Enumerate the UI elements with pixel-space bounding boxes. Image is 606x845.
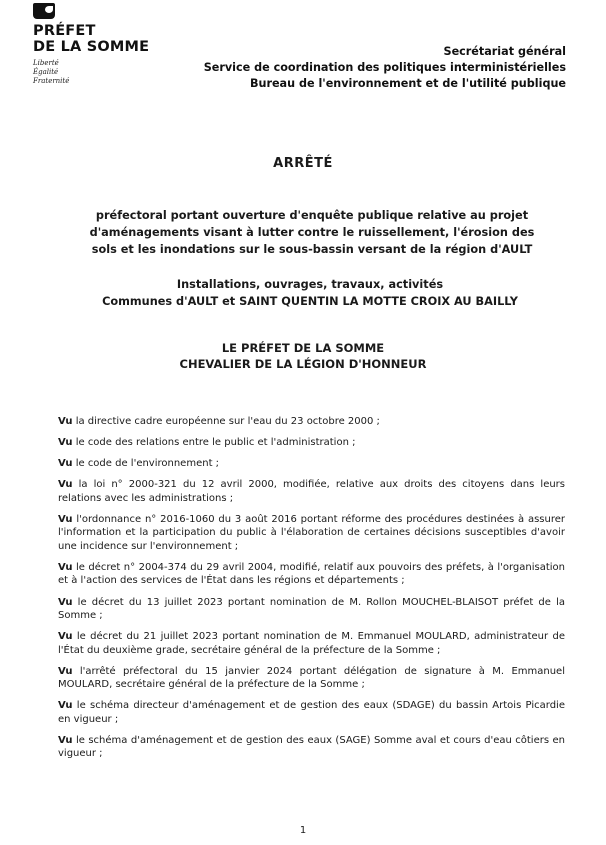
vu-label: Vu (58, 416, 73, 427)
iota-line1: Installations, ouvrages, travaux, activités (176, 278, 444, 291)
motto-liberte: Liberté (33, 59, 59, 67)
visa-item (58, 734, 565, 761)
republic-motto (33, 59, 69, 86)
vu-label: Vu (58, 631, 73, 643)
issuing-service (204, 44, 566, 92)
visa-item (58, 513, 565, 554)
visa-text: le schéma directeur d'aménagement et de gestion des eaux (SDAGE) du bassin Artois Picardie en vigueur ; (58, 700, 565, 725)
service-line1: Secrétariat général (443, 45, 566, 58)
visa-text: la directive cadre européenne sur l'eau du 23 octobre 2000 ; (75, 416, 380, 427)
prefet-title-line1: LE PRÉFET DE LA SOMME (221, 341, 385, 355)
prefet-title-line2: CHEVALIER DE LA LÉGION D'HONNEUR (179, 357, 427, 371)
page-number: 1 (299, 825, 307, 836)
iota-line2: Communes d'AULT et SAINT QUENTIN LA MOTTE CROIX AU BAILLY (102, 295, 518, 308)
prefecture-name-line1: PRÉFET (33, 23, 96, 39)
prefet-title (0, 340, 606, 372)
vu-label: Vu (58, 734, 73, 746)
visa-item (58, 596, 565, 623)
visa-item (58, 665, 565, 692)
visa-item (58, 478, 565, 505)
visa-item (58, 436, 565, 450)
marianne-logo (33, 3, 55, 19)
visa-text: le décret du 21 juillet 2023 portant nomination de M. Emmanuel MOULARD, administrateur de l'État du deuxième grade, secrétaire général de la préfecture de la Somme ; (58, 631, 565, 656)
document-title: ARRÊTÉ (273, 156, 333, 171)
visa-item (58, 415, 565, 429)
visa-item (58, 561, 565, 588)
service-line3: Bureau de l'environnement et de l'utilité publique (249, 77, 566, 90)
vu-label: Vu (58, 458, 73, 470)
vu-label: Vu (58, 479, 73, 491)
document-subject: préfectoral portant ouverture d'enquête publique relative au projet d'aménagements visant à lutter contre le ruissellement, l'érosion des sols et les inondations sur le sous-bassin versant de la région d'AULT (89, 209, 535, 256)
vu-label: Vu (58, 596, 73, 608)
vu-label: Vu (58, 700, 73, 712)
service-line2: Service de coordination des politiques interministérielles (203, 61, 566, 74)
visa-list (58, 415, 565, 769)
vu-label: Vu (58, 437, 73, 449)
visa-text: le décret du 13 juillet 2023 portant nomination de M. Rollon MOUCHEL-BLAISOT préfet de la Somme ; (58, 596, 565, 622)
visa-text: la loi n° 2000-321 du 12 avril 2000, modifiée, relative aux droits des citoyens dans leurs relations avec les administrations ; (58, 479, 566, 504)
motto-egalite: Égalité (33, 68, 59, 76)
visa-text: le schéma d'aménagement et de gestion des eaux (SAGE) Somme aval et cours d'eau côtiers en vigueur ; (58, 734, 565, 760)
visa-item (58, 630, 565, 657)
motto-fraternite: Fraternité (33, 77, 70, 85)
vu-label: Vu (58, 561, 73, 573)
vu-label: Vu (58, 665, 73, 677)
visa-text: le décret n° 2004-374 du 29 avril 2004, modifié, relatif aux pouvoirs des préfets, à l'organisation et à l'action des services de l'État dans les régions et départements ; (58, 561, 565, 587)
vu-label: Vu (58, 513, 73, 525)
prefecture-name-line2: DE LA SOMME (33, 39, 150, 55)
visa-text: le code des relations entre le public et l'administration ; (75, 437, 356, 449)
visa-item (58, 699, 565, 726)
marianne-icon (33, 3, 55, 19)
visa-text: l'ordonnance n° 2016-1060 du 3 août 2016 portant réforme des procédures destinées à assurer l'information et la participation du public à l'élaboration de certaines décisions susceptibles d'avoir une incidence sur l'environnement ; (58, 513, 565, 552)
visa-text: le code de l'environnement ; (75, 458, 220, 470)
iota-section (60, 276, 560, 310)
prefecture-name (33, 23, 149, 55)
visa-text: l'arrêté préfectoral du 15 janvier 2024 portant délégation de signature à M. Emmanuel MOULARD, secrétaire général de la préfecture de la Somme ; (58, 665, 565, 691)
visa-item (58, 457, 565, 471)
